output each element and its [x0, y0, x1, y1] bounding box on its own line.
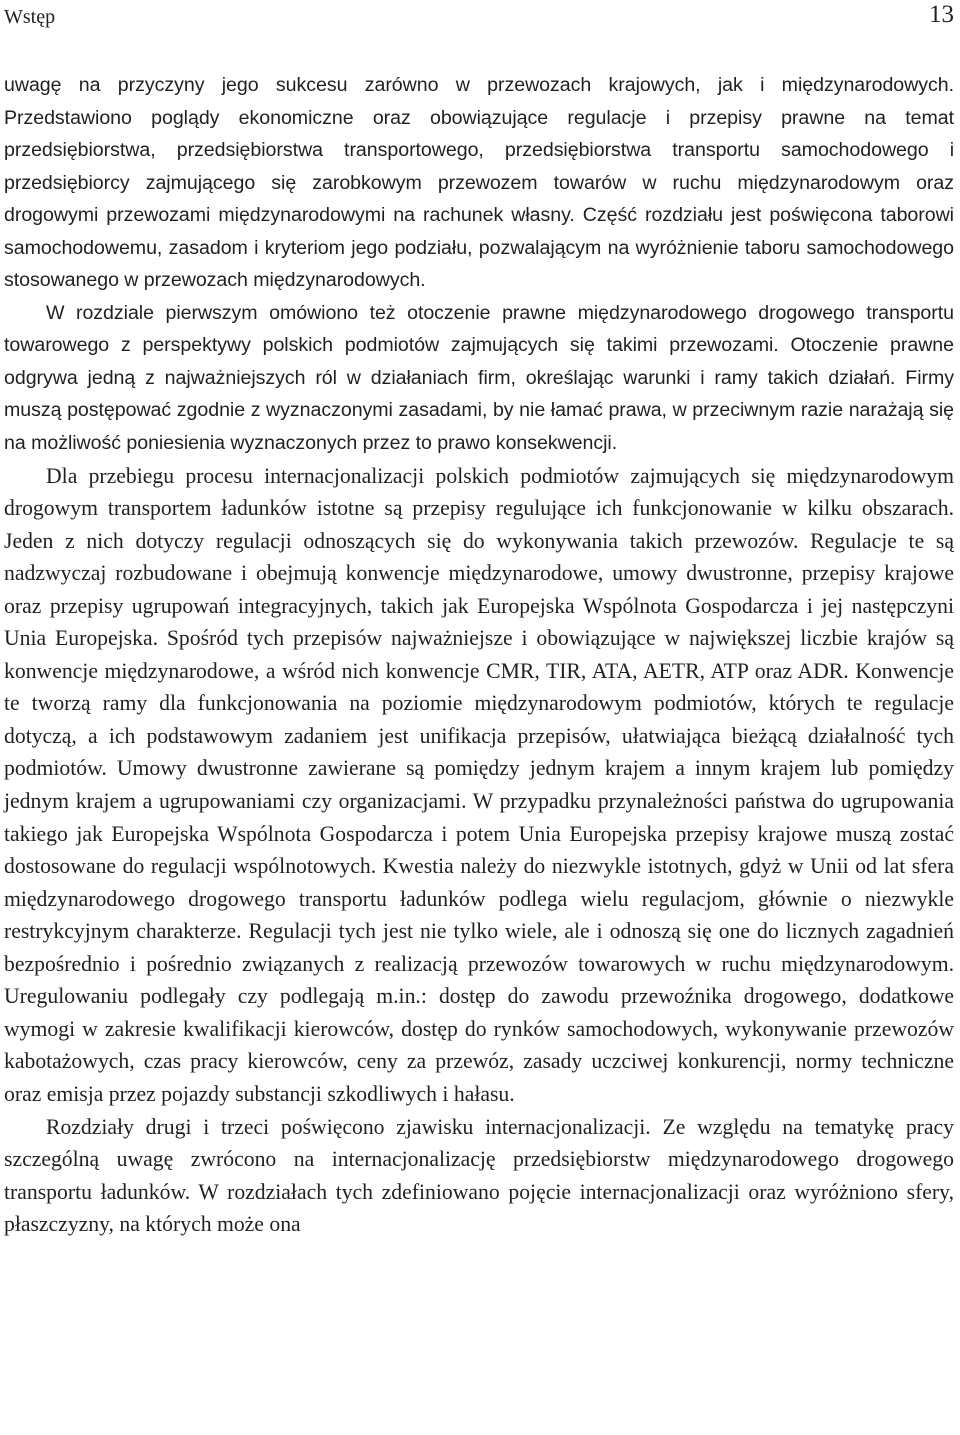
running-header: [4, 2, 954, 32]
body-text: [4, 69, 954, 1241]
paragraph-legal-environment: W rozdziale pierwszym omówiono też otoczenie prawne międzynarodowego drogowego transportu towarowego z perspektywy polskich podmiotów zajmujących się takimi przewozami. Otoczenie prawne odgrywa jedną z najważniejszych ról w działaniach firm, określając warunki i ramy takich działań. Firmy muszą postępować zgodnie z wyznaczonymi zasadami, by nie łamać prawa, w przeciwnym razie narażają się na możliwość poniesienia wyznaczonych przez to prawo konsekwencji.: [4, 301, 954, 455]
paragraph-regulations: Dla przebiegu procesu internacjonalizacji polskich podmiotów zajmujących się międzynarodowym drogowym transportem ładunków istotne są przepisy regulujące ich funkcjonowanie w kilku obszarach. Jeden z nich dotyczy regulacji odnoszących się do wykonywania takich przewozów. Regulacje te są nadzwyczaj rozbudowane i obejmują konwencje międzynarodowe, umowy dwustronne, przepisy krajowe oraz przepisy ugrupowań integracyjnych, takich jak Europejska Wspólnota Gospodarcza i jej następczyni Unia Europejska. Spośród tych przepisów najważniejsze i obowiązujące w największej liczbie krajów są konwencje międzynarodowe, a wśród nich konwencje CMR, TIR, ATA, AETR, ATP oraz ADR. Konwencje te tworzą ramy dla funkcjonowania na poziomie międzynarodowym podmiotów, których te regulacje dotyczą, a ich podstawowym zadaniem jest unifikacja przepisów, ułatwiająca bieżącą działalność tych podmiotów. Umowy dwustronne zawierane są pomiędzy jednym krajem a innym krajem lub pomiędzy jednym krajem a ugrupowaniami czy organizacjami. W przypadku przynależności państwa do ugrupowania takiego jak Europejska Wspólnota Gospodarcza i potem Unia Europejska przepisy krajowe muszą zostać dostosowane do regulacji wspólnotowych. Kwestia należy do niezwykle istotnych, gdyż w Unii od lat sfera międzynarodowego drogowego transportu ładunków podlega wielu regulacjom, głównie o niezwykle restrykcyjnym charakterze. Regulacji tych jest nie tylko wiele, ale i odnoszą się one do licznych zagadnień bezpośrednio i pośrednio związanych z realizacją przewozów towarowych w ruchu międzynarodowym. Uregulowaniu podlegały czy podlegają m.in.: dostęp do zawodu przewoźnika drogowego, dodatkowe wymogi w zakresie kwalifikacji kierowców, dostęp do rynków samochodowych, wykonywanie przewozów kabotażowych, czas pracy kierowców, ceny za przewóz, zasady uczciwej konkurencji, normy techniczne oraz emisja przez pojazdy substancji szkodliwych i hałasu.: [4, 463, 954, 1106]
section-title: Wstęp: [4, 6, 56, 28]
page-number: 13: [929, 1, 954, 28]
paragraph-continuation: uwagę na przyczyny jego sukcesu zarówno w przewozach krajowych, jak i międzynarodowych. Przedstawiono poglądy ekonomiczne oraz obowiązujące regulacje i przepisy prawne na temat przedsiębiorstwa, przedsiębiorstwa transportowego, przedsiębiorstwa transportu samochodowego i przedsiębiorcy zajmującego się zarobkowym przewozem towarów w ruchu międzynarodowym oraz drogowymi przewozami międzynarodowymi na rachunek własny. Część rozdziału jest poświęcona taborowi samochodowemu, zasadom i kryteriom jego podziału, pozwalającym na wyróżnienie taboru samochodowego stosowanego w przewozach międzynarodowych.: [4, 74, 954, 292]
paragraph-internationalization: Rozdziały drugi i trzeci poświęcono zjawisku internacjonalizacji. Ze względu na tematykę pracy szczególną uwagę zwrócono na internacjonalizację przedsiębiorstw międzynarodowego drogowego transportu ładunków. W rozdziałach tych zdefiniowano pojęcie internacjonalizacji oraz wyróżniono sfery, płaszczyzny, na których może ona: [4, 1114, 954, 1237]
